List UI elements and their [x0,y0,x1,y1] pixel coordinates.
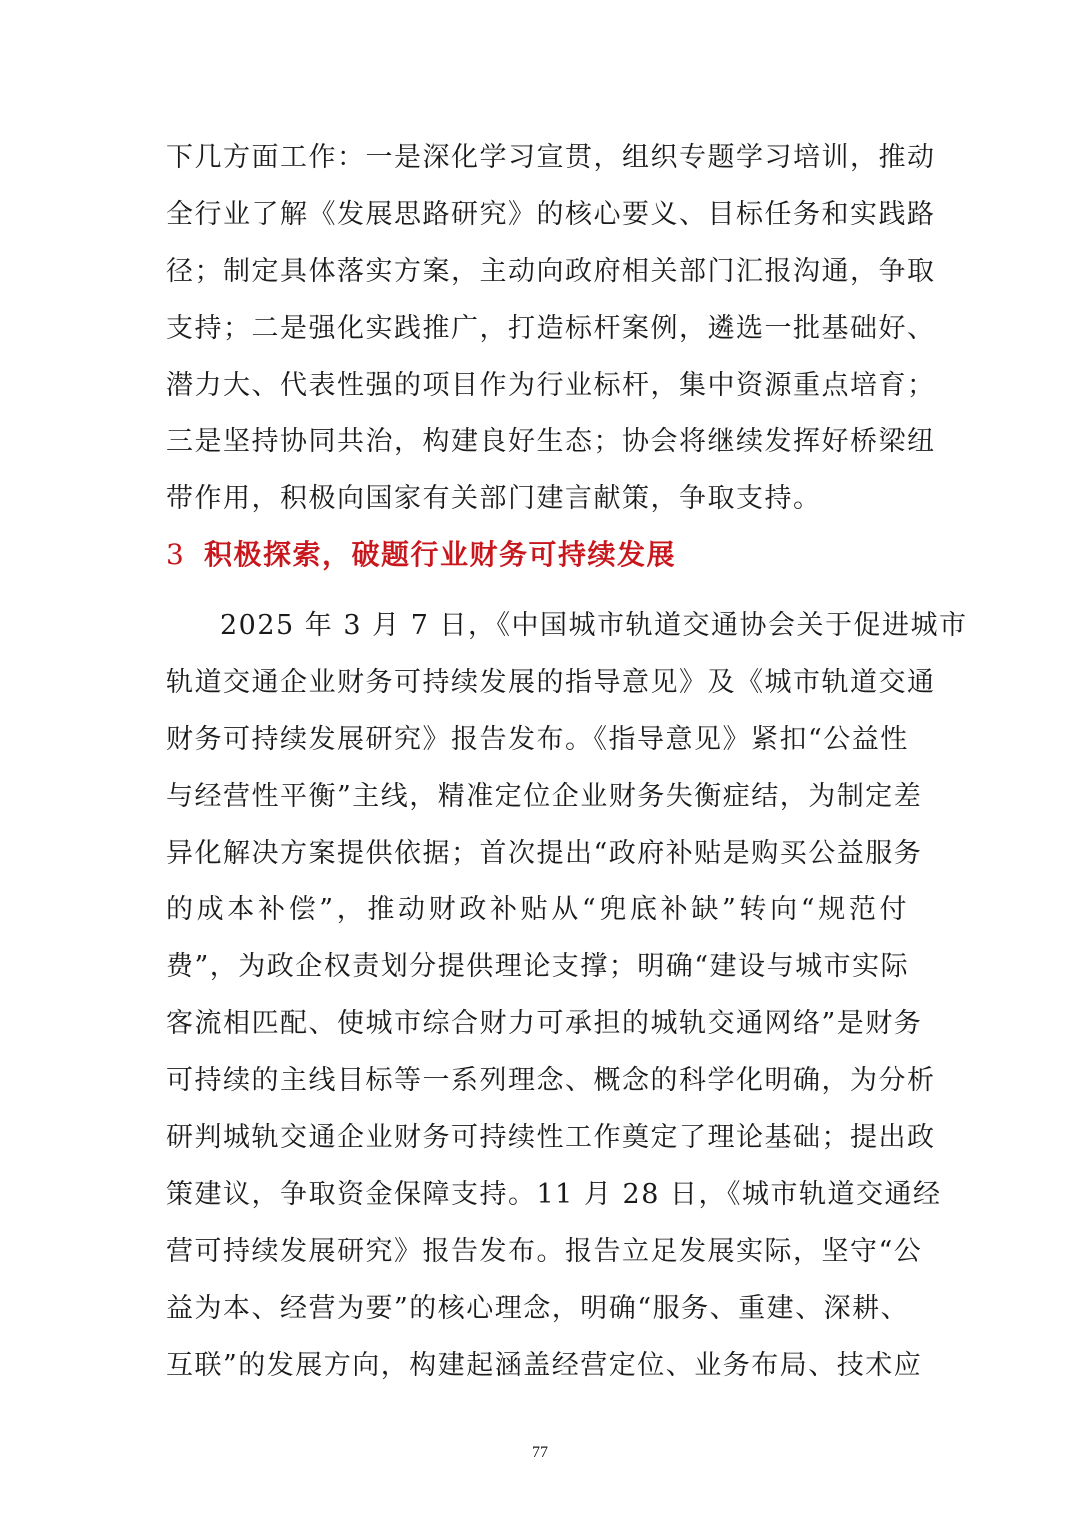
paragraph-line: 互联”的发展方向，构建起涵盖经营定位、业务布局、技术应 [166,1349,923,1381]
paragraph-line: 轨道交通企业财务可持续发展的指导意见》及《城市轨道交通 [166,666,936,698]
paragraph-line: 潜力大、代表性强的项目作为行业标杆，集中资源重点培育； [166,369,936,401]
paragraph-line: 三是坚持协同共治，构建良好生态；协会将继续发挥好桥梁纽 [166,426,936,458]
paragraph-line: 策建议，争取资金保障支持。11 月 28 日，《城市轨道交通经 [166,1178,942,1210]
paragraph-line: 财务可持续发展研究》报告发布。《指导意见》紧扣“公益性 [166,723,909,755]
paragraph-line: 益为本、经营为要”的核心理念，明确“服务、重建、深耕、 [166,1292,910,1324]
paragraph-line: 全行业了解《发展思路研究》的核心要义、目标任务和实践路 [166,198,936,230]
paragraph-line: 带作用，积极向国家有关部门建言献策，争取支持。 [166,483,822,515]
section-title: 积极探索，破题行业财务可持续发展 [204,538,677,571]
paragraph-line: 径；制定具体落实方案，主动向政府相关部门汇报沟通，争取 [166,255,936,287]
paragraph-body [166,598,968,1394]
paragraph-line: 客流相匹配、使城市综合财力可承担的城轨交通网络”是财务 [166,1008,923,1040]
paragraph-line: 的成本补偿”，推动财政补贴从“兜底补缺”转向“规范付 [166,894,908,926]
paragraph-line: 异化解决方案提供依据；首次提出“政府补贴是购买公益服务 [166,837,923,869]
paragraph-line: 费”，为政企权责划分提供理论支撑；明确“建设与城市实际 [166,951,910,983]
paragraph-line: 与经营性平衡”主线，精准定位企业财务失衡症结，为制定差 [166,780,923,812]
paragraph-line: 可持续的主线目标等一系列理念、概念的科学化明确，为分析 [166,1065,936,1097]
paragraph-line: 研判城轨交通企业财务可持续性工作奠定了理论基础；提出政 [166,1122,936,1154]
section-number: 3 [166,538,186,571]
paragraph-line: 支持；二是强化实践推广，打造标杆案例，遴选一批基础好、 [166,312,936,344]
paragraph-continued [166,130,936,528]
paragraph-line: 下几方面工作：一是深化学习宣贯，组织专题学习培训，推动 [166,142,936,173]
page-number: 77 [532,1444,548,1461]
section-heading [166,530,676,580]
paragraph-line: 营可持续发展研究》报告发布。报告立足发展实际，坚守“公 [166,1235,923,1267]
paragraph-line: 2025 年 3 月 7 日，《中国城市轨道交通协会关于促进城市 [220,610,968,641]
